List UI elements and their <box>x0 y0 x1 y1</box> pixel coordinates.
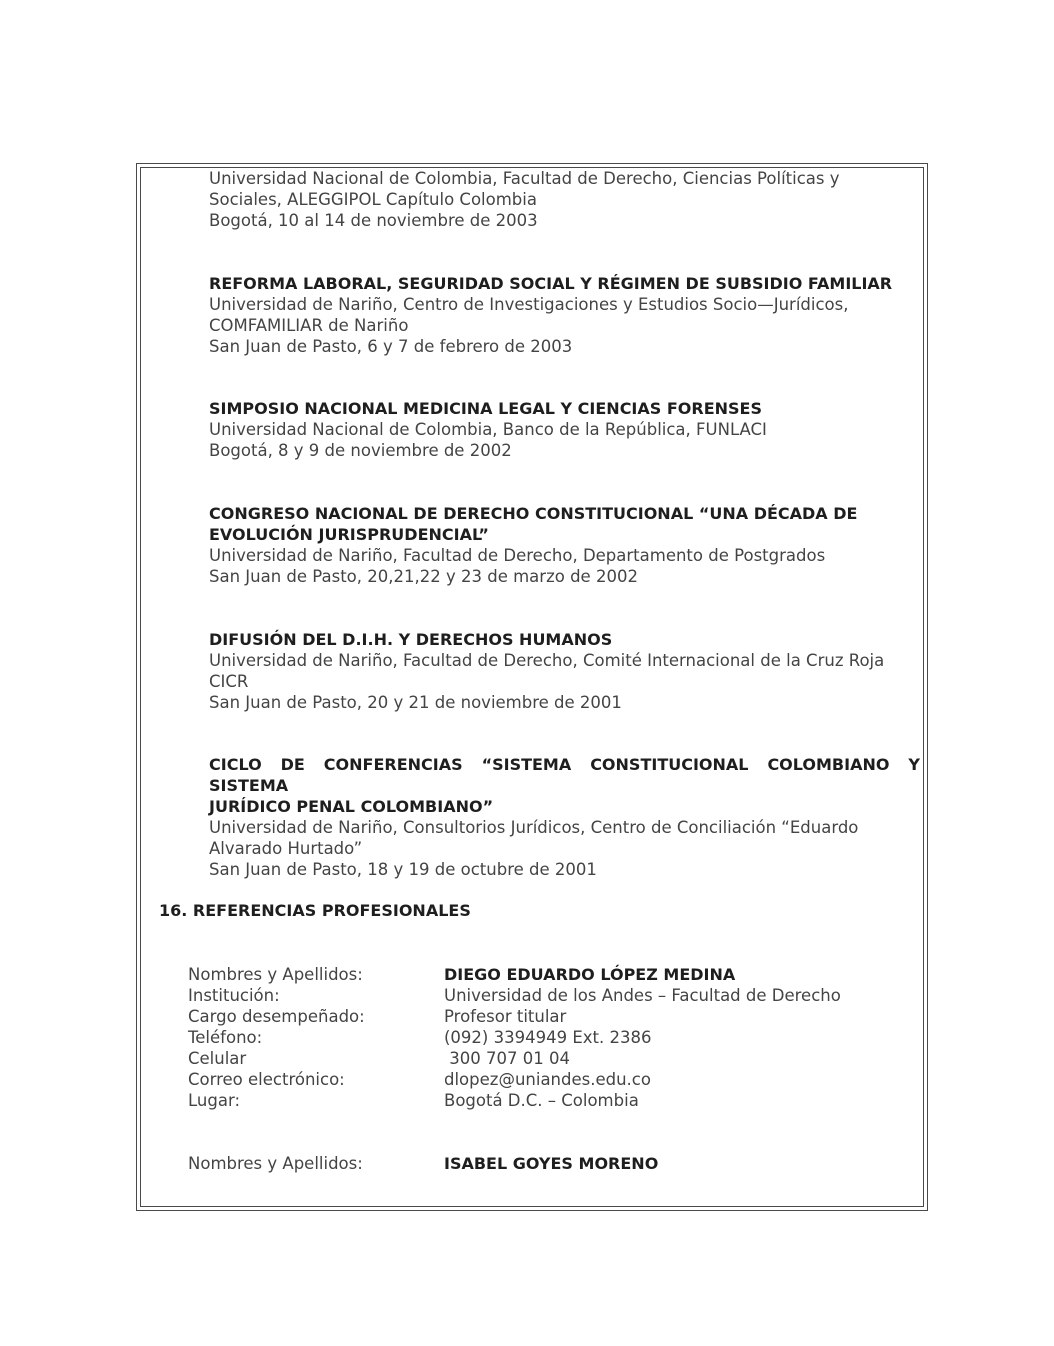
reference-label: Nombres y Apellidos: <box>188 965 363 984</box>
reference-row <box>188 1090 888 1111</box>
event-title: SIMPOSIO NACIONAL MEDICINA LEGAL Y CIENCIAS FORENSES <box>209 399 763 418</box>
event-organizer: Universidad Nacional de Colombia, Banco de la República, FUNLACI <box>209 420 767 439</box>
reference-label: Teléfono: <box>188 1028 263 1047</box>
event-entry <box>209 629 920 713</box>
reference-row <box>188 1027 888 1048</box>
event-entry <box>209 754 920 880</box>
event-organizer: Universidad de Nariño, Consultorios Jurídicos, Centro de Conciliación “Eduardo <box>209 818 859 837</box>
section-number: 16. <box>159 901 188 920</box>
reference-block <box>188 964 888 1111</box>
reference-position: Profesor titular <box>444 1007 567 1026</box>
reference-row <box>188 1006 888 1027</box>
event-entry <box>209 273 920 357</box>
reference-institution: Universidad de los Andes – Facultad de Derecho <box>444 986 841 1005</box>
event-organizer: COMFAMILIAR de Nariño <box>209 316 409 335</box>
event-organizer: Universidad Nacional de Colombia, Facultad de Derecho, Ciencias Políticas y <box>209 169 840 188</box>
event-organizer: CICR <box>209 672 249 691</box>
reference-phone: (092) 3394949 Ext. 2386 <box>444 1028 652 1047</box>
section-title: REFERENCIAS PROFESIONALES <box>192 901 471 920</box>
reference-email: dlopez@uniandes.edu.co <box>444 1070 651 1089</box>
event-title: REFORMA LABORAL, SEGURIDAD SOCIAL Y RÉGIMEN DE SUBSIDIO FAMILIAR <box>209 274 893 293</box>
reference-name: DIEGO EDUARDO LÓPEZ MEDINA <box>444 965 736 984</box>
event-entry <box>209 168 920 231</box>
event-organizer: Sociales, ALEGGIPOL Capítulo Colombia <box>209 190 537 209</box>
reference-block <box>188 1153 888 1174</box>
event-entry <box>209 503 920 587</box>
event-title: EVOLUCIÓN JURISPRUDENCIAL” <box>209 525 489 544</box>
event-place-date: San Juan de Pasto, 18 y 19 de octubre de 2001 <box>209 860 597 879</box>
event-place-date: San Juan de Pasto, 20,21,22 y 23 de marzo de 2002 <box>209 567 638 586</box>
reference-label: Correo electrónico: <box>188 1070 345 1089</box>
event-organizer: Universidad de Nariño, Facultad de Derecho, Departamento de Postgrados <box>209 546 826 565</box>
event-title: DIFUSIÓN DEL D.I.H. Y DERECHOS HUMANOS <box>209 630 613 649</box>
event-place-date: San Juan de Pasto, 6 y 7 de febrero de 2003 <box>209 337 573 356</box>
reference-label: Institución: <box>188 986 280 1005</box>
reference-location: Bogotá D.C. – Colombia <box>444 1091 639 1110</box>
reference-label: Cargo desempeñado: <box>188 1007 365 1026</box>
reference-row <box>188 1048 888 1069</box>
reference-row <box>188 985 888 1006</box>
event-title: CICLO DE CONFERENCIAS “SISTEMA CONSTITUCIONAL COLOMBIANO Y SISTEMA <box>209 755 920 795</box>
reference-label: Lugar: <box>188 1091 240 1110</box>
event-title: JURÍDICO PENAL COLOMBIANO” <box>209 797 494 816</box>
event-entry <box>209 398 920 461</box>
event-place-date: Bogotá, 8 y 9 de noviembre de 2002 <box>209 441 512 460</box>
event-place-date: Bogotá, 10 al 14 de noviembre de 2003 <box>209 211 538 230</box>
reference-mobile: 300 707 01 04 <box>444 1049 570 1068</box>
reference-row <box>188 1153 888 1174</box>
event-place-date: San Juan de Pasto, 20 y 21 de noviembre de 2001 <box>209 693 622 712</box>
event-organizer: Universidad de Nariño, Centro de Investigaciones y Estudios Socio—Jurídicos, <box>209 295 849 314</box>
event-title: CONGRESO NACIONAL DE DERECHO CONSTITUCIONAL “UNA DÉCADA DE <box>209 504 858 523</box>
reference-row <box>188 964 888 985</box>
event-organizer: Alvarado Hurtado” <box>209 839 363 858</box>
reference-label: Nombres y Apellidos: <box>188 1154 363 1173</box>
section-heading <box>159 900 471 921</box>
event-organizer: Universidad de Nariño, Facultad de Derecho, Comité Internacional de la Cruz Roja <box>209 651 885 670</box>
reference-row <box>188 1069 888 1090</box>
reference-label: Celular <box>188 1049 247 1068</box>
reference-name: ISABEL GOYES MORENO <box>444 1154 659 1173</box>
